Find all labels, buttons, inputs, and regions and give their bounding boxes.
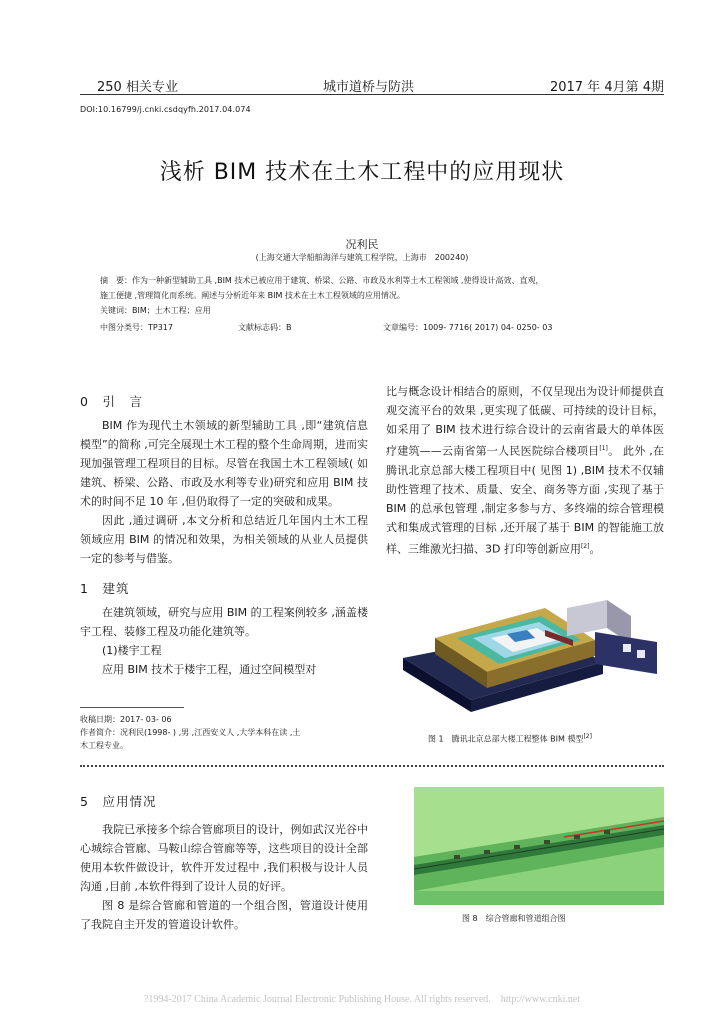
- right-paragraph-end: 。: [589, 542, 601, 556]
- clc-number: 中图分类号：TP317: [100, 323, 173, 332]
- abstract: [100, 273, 660, 318]
- section-1-subheading: (1)楼宇工程: [102, 644, 162, 657]
- article-number: 文章编号：1009- 7716( 2017) 04- 0250- 03: [383, 323, 553, 332]
- right-column: [386, 382, 664, 558]
- section-5-paragraph-1: 我院已承接多个综合管廊项目的设计，例如武汉光谷中心城综合管廊、马鞍山综合管廊等等，这些项目的设计全部使用本软件做设计，软件开发过程中 ,我们积极与设计人员沟通 ,目前 ,本软件得到了设计人员的好评。: [80, 823, 368, 893]
- header-issue: 2017 年 4月第 4期: [549, 80, 664, 95]
- document-code: 文献标志码：B: [238, 323, 292, 332]
- footnote-rule: [80, 707, 184, 708]
- section-separator: [80, 765, 664, 767]
- section-1-paragraph-2: 应用 BIM 技术于楼宇工程，通过空间模型对: [102, 663, 317, 676]
- citation-1: [1]: [599, 445, 608, 452]
- author-bio-line-1: 作者简介：况利民(1998- ) ,男 ,江西安义人 ,大学本科在读 ,土: [80, 728, 301, 737]
- author-bio-line-2: 木工程专业。: [80, 741, 128, 750]
- keywords: 关键词：BIM；土木工程；应用: [100, 306, 211, 315]
- section-0-heading: 0 引 言: [80, 394, 143, 409]
- copyright-footer: ?1994-2017 China Academic Journal Electronic Publishing House. All rights reserved. http://www.cnki.net: [143, 994, 581, 1005]
- section-1-heading: 1 建筑: [80, 581, 130, 596]
- figure-1-caption-text: 图 1 腾讯北京总部大楼工程整体 BIM 模型: [428, 734, 584, 744]
- left-column: [80, 392, 368, 679]
- section-5-heading: 5 应用情况: [80, 794, 157, 809]
- section-0-paragraph-1: BIM 作为现代土木领域的新型辅助工具 ,即“建筑信息模型”的简称 ,可完全展现土木工程的整个生命周期，进而实现加强管理工程项目的目标。尽管在我国土木工程领域( 如建筑、桥梁、公路、市政及水利等专业)研究和应用 BIM 技术的时间不足 10 年 ,但仍取得了一定的突破和成果。: [80, 419, 368, 508]
- citation-2: [2]: [580, 542, 590, 550]
- author-name: 况利民: [345, 238, 379, 251]
- author-affiliation: (上海交通大学船舶海洋与建筑工程学院，上海市 200240): [255, 253, 469, 262]
- figure-1-bim-model-image: [395, 600, 665, 720]
- abstract-line-2: 施工便捷 ,管理简化而系统。阐述与分析近年来 BIM 技术在土木工程领域的应用情况。: [100, 291, 405, 300]
- right-paragraph-part-a: 比与概念设计相结合的原则，不仅呈现出为设计师提供直观交流平台的效果 ,更实现了低碳、可持续的设计目标，如采用了 BIM 技术进行综合设计的云南省最大的单体医疗建筑——云南省第一人民医院综合楼项目: [386, 385, 664, 458]
- abstract-line-1: 作为一种新型辅助工具 ,BIM 技术已被应用于建筑、桥梁、公路、市政及水利等土木工程领域 ,使得设计高效、直观，: [132, 276, 544, 285]
- section-1-paragraph-1: 在建筑领域，研究与应用 BIM 的工程案例较多 ,涵盖楼宇工程、装修工程及功能化建筑等。: [80, 606, 368, 638]
- doi: DOI:10.16799/j.cnki.csdqyfh.2017.04.074: [80, 105, 251, 114]
- figure-1-citation: [2]: [583, 733, 592, 740]
- footnote: [80, 713, 345, 752]
- received-date: 收稿日期：2017- 03- 06: [80, 715, 172, 724]
- figure-1-caption: [428, 733, 592, 745]
- section-5-paragraph-2: 图 8 是综合管廊和管道的一个组合图，管道设计使用了我院自主开发的管道设计软件。: [80, 899, 368, 931]
- article-title: 浅析 BIM 技术在土木工程中的应用现状: [159, 160, 565, 185]
- right-paragraph-part-b: 。 此外 ,在腾讯北京总部大楼工程项目中( 见图 1) ,BIM 技术不仅辅助性管理了技术、质量、安全、商务等方面 ,实现了基于 BIM 的总承包管理 ,制定多参与方、多终端的综合管理模式和集成式管理的目标 ,还开展了基于 BIM 的智能施工放样、三维激光扫描、3D 打印等创新应用: [386, 444, 664, 556]
- right-column-paragraph: [386, 382, 664, 558]
- figure-8-caption: 图 8 综合管廊和管道组合图: [462, 914, 566, 923]
- header-journal-name: 城市道桥与防洪: [323, 80, 415, 95]
- header-rule: [80, 94, 664, 95]
- section-5: [80, 792, 368, 934]
- figure-8-pipe-gallery-image: [414, 787, 664, 905]
- section-0-paragraph-2: 因此 ,通过调研 ,本文分析和总结近几年国内土木工程领域应用 BIM 的情况和效果，为相关领域的从业人员提供一定的参考与借鉴。: [80, 514, 368, 565]
- header-page-section: 250 相关专业: [97, 80, 178, 95]
- abstract-label: 摘 要：: [100, 276, 132, 285]
